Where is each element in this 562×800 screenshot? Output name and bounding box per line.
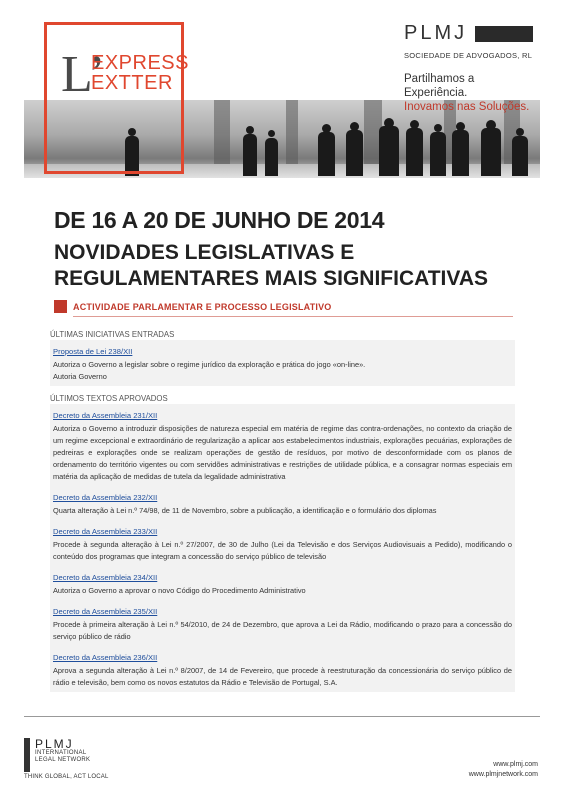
tagline bbox=[404, 72, 540, 114]
item-description: Autoriza o Governo a aprovar o novo Código do Procedimento Administrativo bbox=[53, 586, 306, 595]
document-link[interactable]: Decreto da Assembleia 235/XII bbox=[53, 607, 158, 616]
list-item bbox=[50, 646, 515, 692]
section-header bbox=[54, 300, 332, 313]
title-date: DE 16 A 20 DE JUNHO DE 2014 bbox=[54, 207, 385, 233]
document-link[interactable]: Decreto da Assembleia 231/XII bbox=[53, 411, 158, 420]
logo-line-1: EXPRESS bbox=[91, 52, 189, 74]
footer-logo-sub-2: LEGAL NETWORK bbox=[35, 757, 91, 763]
tagline-line-1: Partilhamos a Experiência. bbox=[404, 73, 475, 99]
header-banner bbox=[24, 22, 540, 178]
logo-line-2: EXTTER bbox=[91, 72, 173, 94]
footer-logo-name: PLMJ bbox=[35, 737, 74, 751]
list-item bbox=[50, 486, 515, 520]
item-description: Quarta alteração à Lei n.º 74/98, de 11 de Novembro, sobre a publicação, a identificação e o formulário dos diplomas bbox=[53, 506, 437, 515]
title-line-3: REGULAMENTARES MAIS SIGNIFICATIVAS bbox=[54, 267, 489, 290]
initiatives-heading: ÚLTIMAS INICIATIVAS ENTRADAS bbox=[50, 330, 175, 339]
firm-name: PLMJ bbox=[404, 22, 468, 44]
document-link[interactable]: Decreto da Assembleia 236/XII bbox=[53, 653, 158, 662]
section-square-icon bbox=[54, 300, 67, 313]
item-description: Procede à segunda alteração à Lei n.º 27/2007, de 30 de Julho (Lei da Televisão e dos Serviços Audiovisuais a Pedido), modificando o conteúdo dos programas que integram a concessão do serviço público de televisão bbox=[53, 540, 512, 561]
item-description: Autoriza o Governo a legislar sobre o regime jurídico da exploração e prática do jogo «on-line». bbox=[53, 360, 366, 369]
footer-url-2[interactable]: www.plmjnetwork.com bbox=[468, 771, 538, 778]
page-title bbox=[54, 207, 524, 292]
section-divider bbox=[73, 316, 513, 317]
logo-apostrophe-l: L’ bbox=[61, 46, 106, 103]
footer-logo bbox=[24, 738, 90, 772]
section-label: ACTIVIDADE PARLAMENTAR E PROCESSO LEGISLATIVO bbox=[73, 301, 332, 312]
list-item bbox=[50, 600, 515, 646]
document-link[interactable]: Decreto da Assembleia 232/XII bbox=[53, 493, 158, 502]
footer-logo-sub-1: INTERNATIONAL bbox=[35, 750, 87, 756]
logo-text bbox=[91, 53, 189, 93]
document-link[interactable]: Decreto da Assembleia 233/XII bbox=[53, 527, 158, 536]
list-item bbox=[50, 404, 515, 486]
document-link[interactable]: Decreto da Assembleia 234/XII bbox=[53, 573, 158, 582]
title-subject bbox=[54, 240, 524, 292]
footer-urls bbox=[469, 760, 538, 780]
document-link[interactable]: Proposta de Lei 238/XII bbox=[53, 347, 133, 356]
list-item bbox=[50, 340, 515, 386]
tagline-line-2: Inovamos nas Soluções. bbox=[404, 101, 530, 113]
item-author: Autoria Governo bbox=[53, 372, 107, 381]
footer-divider bbox=[24, 716, 540, 717]
title-line-2: NOVIDADES LEGISLATIVAS E bbox=[54, 241, 355, 264]
firm-subtitle: SOCIEDADE DE ADVOGADOS, RL bbox=[404, 51, 533, 60]
item-description: Aprova a segunda alteração à Lei n.º 8/2007, de 14 de Fevereiro, que procede à reestruturação da concessionária do serviço público de rádio e televisão, bem como os novos estatutos da Rádio e Televisão de Portugal, S.A. bbox=[53, 666, 512, 687]
item-description: Autoriza o Governo a introduzir disposições de natureza especial em matéria de regime das contra-ordenações, no contexto da criação de um regime excepcional e extraordinário de regularização a aplicar aos estabelecimentos industriais, explorações pecuárias, explorações de pedreiras e explorações onde se realizam operações de gestão de resíduos, por motivo de desconformidade com os planos de ordenamento do território vigentes ou com servidões administrativas e restrições de utilidade pública, e a consagrar normas especiais em matéria da aplicação de medidas de tutela da legalidade administrativa bbox=[53, 424, 512, 481]
content bbox=[50, 324, 515, 692]
approved-heading: ÚLTIMOS TEXTOS APROVADOS bbox=[50, 394, 168, 403]
newsletter-logo bbox=[44, 22, 189, 174]
footer-logo-bar bbox=[24, 738, 30, 772]
list-item bbox=[50, 520, 515, 566]
footer-url-1[interactable]: www.plmj.com bbox=[493, 761, 538, 768]
item-description: Procede à primeira alteração à Lei n.º 54/2010, de 24 de Dezembro, que aprova a Lei da Rádio, modificando o prazo para a concessão do serviço público de rádio bbox=[53, 620, 512, 641]
footer-slogan: THINK GLOBAL, ACT LOCAL bbox=[24, 774, 109, 780]
list-item bbox=[50, 566, 515, 600]
firm-logo-bar bbox=[475, 26, 533, 42]
firm-logo bbox=[404, 22, 540, 60]
